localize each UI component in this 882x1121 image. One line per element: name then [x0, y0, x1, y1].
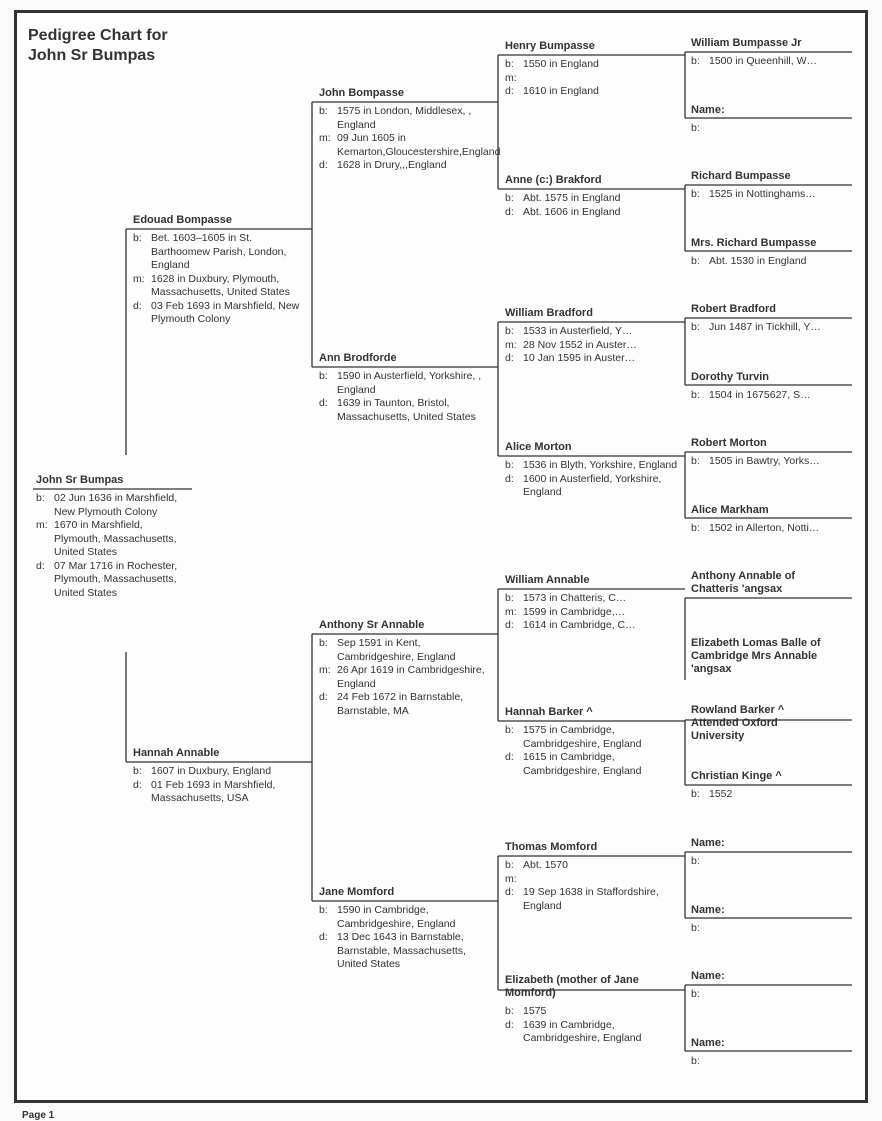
fact-label: b: — [691, 255, 700, 267]
person-fact — [505, 1019, 680, 1046]
fact-value: 10 Jan 1595 in Auster… — [523, 352, 636, 364]
person-name: Name: — [691, 104, 725, 116]
fact-label: m: — [505, 872, 517, 885]
fact-value: 1600 in Austerfield, Yorkshire, England — [523, 472, 662, 498]
person-name: Hannah Barker ^ — [505, 706, 593, 718]
person-name: William Bumpasse Jr — [691, 37, 802, 49]
person-william-annable — [505, 574, 680, 633]
person-fact — [319, 664, 491, 691]
fact-label: d: — [133, 778, 142, 791]
person-name: Name: — [691, 904, 725, 916]
person-name: Anthony Sr Annable — [319, 619, 425, 631]
person-fact — [505, 339, 680, 353]
fact-label: d: — [319, 159, 328, 171]
fact-label: d: — [505, 352, 514, 364]
fact-value: 09 Jun 1605 in Kemarton,Gloucestershire,England — [337, 132, 501, 158]
person-robert-morton — [691, 437, 847, 469]
person-name: Ann Brodforde — [319, 352, 397, 364]
fact-value: 02 Jun 1636 in Marshfield, New Plymouth Colony — [54, 492, 178, 518]
person-facts — [319, 370, 491, 424]
person-christian-kinge — [691, 770, 847, 802]
fact-value: 1615 in Cambridge, Cambridgeshire, England — [523, 751, 642, 777]
fact-value: 24 Feb 1672 in Barnstable, Barnstable, MA — [337, 691, 464, 717]
fact-label: d: — [319, 931, 328, 943]
fact-value: 1590 in Cambridge, Cambridgeshire, England — [337, 904, 456, 930]
person-fact — [505, 619, 680, 633]
fact-label: b: — [691, 55, 700, 67]
person-name: William Annable — [505, 574, 590, 586]
fact-label: m: — [319, 132, 331, 144]
fact-label: b: — [691, 788, 700, 800]
fact-label: b: — [691, 389, 700, 401]
person-fact — [691, 455, 847, 469]
fact-value — [709, 855, 847, 869]
person-hannah-annable — [133, 747, 305, 806]
fact-label: b: — [691, 321, 700, 333]
fact-value: 1502 in Allerton, Notti… — [709, 522, 820, 534]
person-elizabeth-mother-of-jane — [505, 974, 680, 1046]
person-elizabeth-lomas-balle — [691, 637, 841, 676]
fact-value — [523, 873, 680, 887]
person-fact — [691, 389, 847, 403]
person-fact — [133, 300, 305, 327]
person-rowland-barker — [691, 704, 811, 743]
person-fact — [133, 779, 305, 806]
fact-value — [709, 988, 847, 1002]
person-facts — [691, 455, 847, 469]
fact-label: b: — [691, 1055, 700, 1067]
person-name: Hannah Annable — [133, 747, 220, 759]
person-facts — [505, 192, 680, 219]
fact-value: 1575 in London, Middlesex, , England — [337, 105, 472, 131]
fact-value: Abt. 1606 in England — [523, 205, 621, 218]
fact-value: 1536 in Blyth, Yorkshire, England — [523, 459, 678, 471]
fact-value — [709, 122, 847, 136]
person-unknown-5 — [691, 1037, 847, 1069]
person-fact — [691, 522, 847, 536]
person-fact — [505, 192, 680, 206]
person-fact — [505, 58, 680, 72]
fact-value: 1628 in Drury,,,England — [337, 159, 447, 171]
person-facts — [691, 321, 847, 335]
person-fact — [319, 904, 491, 931]
person-fact — [505, 352, 680, 366]
fact-label: b: — [505, 459, 514, 471]
person-name: John Bompasse — [319, 87, 404, 99]
fact-value: 13 Dec 1643 in Barnstable, Barnstable, Massachusetts, United States — [337, 931, 466, 970]
fact-value: 1505 in Bawtry, Yorks… — [709, 455, 820, 467]
fact-label: b: — [505, 859, 514, 871]
fact-label: b: — [319, 637, 328, 649]
fact-label: b: — [319, 370, 328, 382]
person-fact — [36, 519, 190, 560]
person-hannah-barker — [505, 706, 680, 778]
fact-value: 1575 — [523, 1005, 547, 1017]
fact-value: Jun 1487 in Tickhill, Y… — [709, 321, 821, 333]
fact-label: d: — [319, 397, 328, 409]
person-fact — [319, 105, 477, 132]
fact-value: 07 Mar 1716 in Rochester, Plymouth, Massachusetts, United States — [54, 559, 178, 599]
fact-value: 1500 in Queenhill, W… — [709, 55, 817, 67]
fact-label: b: — [505, 325, 514, 337]
person-facts — [133, 765, 305, 806]
page-number: Page 1 — [22, 1110, 55, 1121]
fact-value: 01 Feb 1693 in Marshfield, Massachusetts, USA — [151, 778, 276, 804]
person-fact — [691, 988, 847, 1002]
fact-label: d: — [505, 751, 514, 763]
person-alice-markham — [691, 504, 847, 536]
chart-title — [28, 26, 168, 66]
fact-value: 28 Nov 1552 in Auster… — [523, 338, 637, 351]
fact-label: b: — [691, 188, 700, 200]
person-facts — [691, 1055, 847, 1069]
fact-value — [709, 1055, 847, 1069]
fact-value: 1533 in Austerfield, Y… — [523, 325, 633, 337]
fact-label: b: — [36, 492, 45, 504]
person-fact — [319, 370, 491, 397]
person-fact — [505, 473, 680, 500]
person-name: Anthony Annable of Chatteris 'angsax — [691, 570, 796, 595]
person-name: Alice Morton — [505, 441, 572, 453]
person-fact — [36, 560, 190, 601]
person-robert-bradford — [691, 303, 847, 335]
person-facts — [691, 255, 847, 269]
person-fact — [505, 873, 680, 887]
person-fact — [505, 1005, 680, 1019]
fact-value: 26 Apr 1619 in Cambridgeshire, England — [337, 664, 485, 690]
person-fact — [319, 691, 491, 718]
fact-value: 19 Sep 1638 in Staffordshire, England — [523, 886, 659, 912]
person-fact — [505, 886, 680, 913]
fact-value: 1550 in England — [523, 58, 599, 70]
person-fact — [505, 72, 680, 86]
person-facts — [505, 459, 680, 500]
person-name: Henry Bumpasse — [505, 40, 595, 52]
person-ann-brodforde — [319, 352, 491, 424]
person-henry-bumpasse — [505, 40, 680, 99]
person-facts — [133, 232, 305, 327]
person-fact — [505, 592, 680, 606]
person-fact — [319, 637, 491, 664]
person-name: Jane Momford — [319, 886, 395, 898]
fact-label: b: — [691, 988, 700, 1000]
person-fact — [505, 751, 680, 778]
fact-label: d: — [36, 559, 45, 572]
person-thomas-momford — [505, 841, 680, 913]
person-fact — [691, 1055, 847, 1069]
person-alice-morton — [505, 441, 680, 500]
person-facts — [319, 105, 501, 173]
fact-value: 1573 in Chatteris, C… — [523, 592, 627, 604]
fact-label: d: — [505, 1018, 514, 1031]
fact-label: m: — [319, 664, 331, 676]
fact-label: m: — [505, 71, 517, 84]
person-name: Name: — [691, 1037, 725, 1049]
fact-value: 1575 in Cambridge, Cambridgeshire, England — [523, 724, 642, 750]
person-mrs-richard-bumpasse — [691, 237, 847, 269]
person-name: Name: — [691, 837, 725, 849]
person-name: Richard Bumpasse — [691, 170, 791, 182]
person-fact — [505, 85, 680, 99]
person-facts — [319, 637, 491, 718]
fact-label: b: — [691, 855, 700, 867]
fact-value: 1504 in 1675627, S… — [709, 389, 811, 401]
person-name: Thomas Momford — [505, 841, 598, 853]
person-name: John Sr Bumpas — [36, 474, 124, 486]
person-fact — [691, 188, 847, 202]
fact-label: b: — [691, 122, 700, 134]
person-fact — [691, 855, 847, 869]
person-fact — [505, 206, 680, 220]
person-fact — [691, 122, 847, 136]
person-fact — [505, 459, 680, 473]
fact-label: b: — [319, 105, 328, 117]
fact-value: 1639 in Cambridge, Cambridgeshire, England — [523, 1018, 642, 1044]
person-name: William Bradford — [505, 307, 593, 319]
fact-label: b: — [505, 192, 514, 204]
fact-label: d: — [319, 691, 328, 703]
fact-label: b: — [505, 724, 514, 736]
person-name: Mrs. Richard Bumpasse — [691, 237, 817, 249]
person-dorothy-turvin — [691, 371, 847, 403]
person-unknown-4 — [691, 970, 847, 1002]
person-anthony-sr-annable — [319, 619, 491, 718]
person-anne-brakford — [505, 174, 680, 219]
fact-value: 1599 in Cambridge,… — [523, 605, 626, 618]
fact-value: Abt. 1570 — [523, 859, 568, 871]
person-fact — [691, 255, 847, 269]
fact-label: b: — [505, 58, 514, 70]
person-name: Robert Morton — [691, 437, 767, 449]
fact-value: 1607 in Duxbury, England — [151, 765, 272, 777]
person-name: Robert Bradford — [691, 303, 776, 315]
person-fact — [36, 492, 190, 519]
fact-label: d: — [133, 299, 142, 312]
person-facts — [691, 522, 847, 536]
fact-label: d: — [505, 205, 514, 218]
fact-value — [709, 922, 847, 936]
fact-value: Bet. 1603–1605 in St. Barthoomew Parish, London, England — [151, 232, 287, 271]
person-name: Name: — [691, 970, 725, 982]
fact-label: b: — [133, 765, 142, 777]
fact-label: m: — [505, 605, 517, 618]
fact-label: b: — [505, 592, 514, 604]
person-facts — [691, 922, 847, 936]
fact-value: Sep 1591 in Kent, Cambridgeshire, England — [337, 637, 456, 663]
person-william-bradford — [505, 307, 680, 366]
person-fact — [505, 606, 680, 620]
fact-label: m: — [505, 338, 517, 351]
person-name: Rowland Barker ^ Attended Oxford University — [691, 704, 785, 742]
fact-label: b: — [691, 922, 700, 934]
person-jane-momford — [319, 886, 491, 972]
fact-value: 1639 in Taunton, Bristol, Massachusetts, United States — [337, 397, 476, 423]
person-name: Christian Kinge ^ — [691, 770, 782, 782]
person-fact — [505, 724, 680, 751]
person-fact — [319, 397, 491, 424]
fact-label: d: — [505, 619, 514, 631]
fact-label: b: — [691, 455, 700, 467]
fact-value: 1614 in Cambridge, C… — [523, 619, 636, 631]
person-fact — [319, 931, 491, 972]
person-facts — [505, 58, 680, 99]
fact-value: 1628 in Duxbury, Plymouth, Massachusetts, United States — [151, 272, 290, 298]
fact-label: b: — [319, 904, 328, 916]
person-facts — [505, 592, 680, 633]
person-unknown-1 — [691, 104, 847, 136]
person-fact — [133, 232, 305, 273]
fact-label: b: — [691, 522, 700, 534]
fact-value: 1552 — [709, 788, 733, 800]
person-name: Edouad Bompasse — [133, 214, 233, 226]
person-fact — [505, 325, 680, 339]
person-facts — [505, 724, 680, 778]
fact-label: b: — [505, 1005, 514, 1017]
person-facts — [319, 904, 491, 972]
person-facts — [505, 1005, 680, 1046]
fact-value: 03 Feb 1693 in Marshfield, New Plymouth Colony — [151, 299, 300, 325]
person-name: Dorothy Turvin — [691, 371, 770, 383]
person-fact — [133, 273, 305, 300]
fact-value: Abt. 1530 in England — [709, 255, 807, 267]
person-facts — [691, 988, 847, 1002]
person-fact — [319, 132, 501, 159]
person-john-sr-bumpas — [36, 474, 190, 600]
person-facts — [691, 788, 847, 802]
person-fact — [133, 765, 305, 779]
fact-label: m: — [133, 272, 145, 285]
person-name: Elizabeth (mother of Jane Momford) — [505, 974, 639, 999]
person-name: Elizabeth Lomas Balle of Cambridge Mrs Annable 'angsax — [691, 637, 821, 675]
person-facts — [691, 389, 847, 403]
person-name: Alice Markham — [691, 504, 769, 516]
person-fact — [691, 55, 847, 69]
fact-value: 1525 in Nottinghams… — [709, 188, 816, 200]
fact-value: 1610 in England — [523, 85, 599, 97]
person-facts — [36, 492, 190, 600]
person-name: Anne (c:) Brakford — [505, 174, 602, 186]
person-anthony-annable-of-chatteris — [691, 570, 841, 596]
fact-label: d: — [505, 85, 514, 97]
person-facts — [691, 188, 847, 202]
person-facts — [691, 55, 847, 69]
person-william-bumpasse-jr — [691, 37, 847, 69]
fact-label: d: — [505, 886, 514, 898]
fact-value: Abt. 1575 in England — [523, 192, 621, 204]
person-edouad-bompasse — [133, 214, 305, 327]
fact-label: d: — [505, 472, 514, 485]
person-facts — [691, 855, 847, 869]
person-facts — [505, 859, 680, 913]
fact-value — [523, 72, 680, 86]
person-unknown-3 — [691, 904, 847, 936]
person-fact — [691, 321, 847, 335]
title-line-1: Pedigree Chart for — [28, 27, 168, 44]
person-facts — [691, 122, 847, 136]
person-fact — [691, 922, 847, 936]
fact-value: 1590 in Austerfield, Yorkshire, , England — [337, 370, 482, 396]
person-fact — [505, 859, 680, 873]
fact-label: b: — [133, 232, 142, 244]
person-richard-bumpasse — [691, 170, 847, 202]
person-fact — [691, 788, 847, 802]
fact-label: m: — [36, 519, 48, 531]
person-fact — [319, 159, 477, 173]
person-unknown-2 — [691, 837, 847, 869]
fact-value: 1670 in Marshfield, Plymouth, Massachusetts, United States — [54, 519, 177, 558]
person-facts — [505, 325, 680, 366]
title-line-2: John Sr Bumpas — [28, 47, 156, 64]
person-john-bompasse — [319, 87, 501, 173]
